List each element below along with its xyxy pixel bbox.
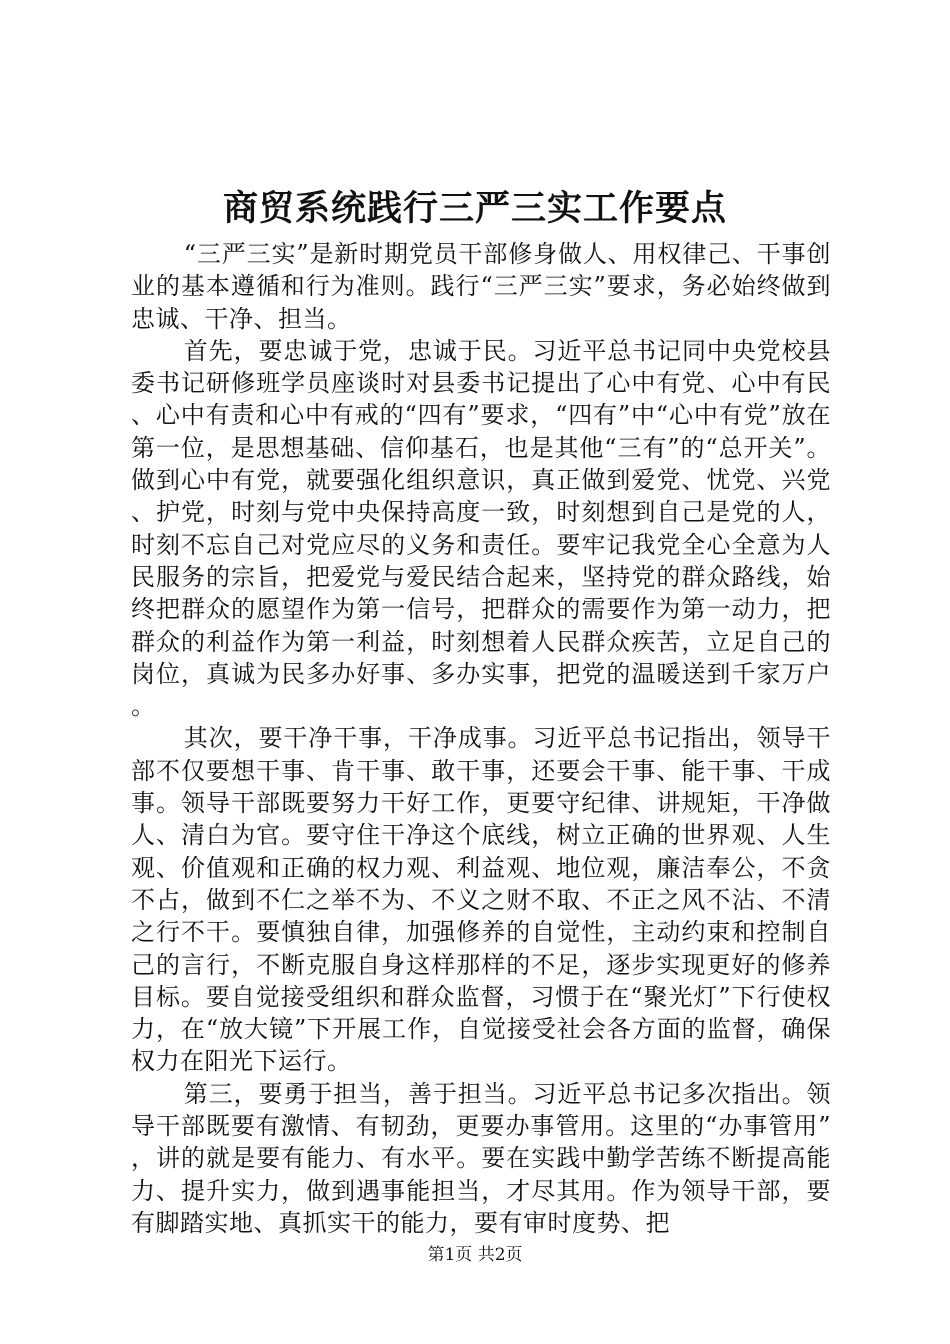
body-paragraph: “三严三实”是新时期党员干部修身做人、用权律己、干事创业的基本遵循和行为准则。践行“三严三实”要求，务必始终做到忠诚、干净、担当。	[131, 240, 831, 333]
body-paragraph: 其次，要干净干事，干净成事。习近平总书记指出，领导干部不仅要想干事、肯干事、敢干事，还要会干事、能干事、干成事。领导干部既要努力干好工作，更要守纪律、讲规矩，干净做人、清白为官。要守住干净这个底线，树立正确的世界观、人生观、价值观和正确的权力观、利益观、地位观，廉洁奉公，不贪不占，做到不仁之举不为、不义之财不取、不正之风不沾、不清之行不干。要慎独自律，加强修养的自觉性，主动约束和控制自己的言行，不断克服自身这样那样的不足，逐步实现更好的修养目标。要自觉接受组织和群众监督，习惯于在“聚光灯”下行使权力，在“放大镜”下开展工作，自觉接受社会各方面的监督，确保权力在阳光下运行。	[131, 724, 831, 1076]
document-title: 商贸系统践行三严三实工作要点	[222, 188, 727, 229]
body-paragraph: 第三，要勇于担当，善于担当。习近平总书记多次指出。领导干部既要有激情、有韧劲，更要办事管用。这里的“办事管用”，讲的就是要有能力、有水平。要在实践中勤学苦练不断提高能力、提升实力，做到遇事能担当，才尽其用。作为领导干部，要有脚踏实地、真抓实干的能力，要有审时度势、把	[131, 1079, 831, 1237]
page-number-footer: 第1页 共2页	[427, 1245, 523, 1265]
body-paragraph: 首先，要忠诚于党，忠诚于民。习近平总书记同中央党校县委书记研修班学员座谈时对县委书记提出了心中有党、心中有民、心中有责和心中有戒的“四有”要求，“四有”中“心中有党”放在第一位，是思想基础、信仰基石，也是其他“三有”的“总开关”。做到心中有党，就要强化组织意识，真正做到爱党、忧党、兴党、护党，时刻与党中央保持高度一致，时刻想到自己是党的人，时刻不忘自己对党应尽的义务和责任。要牢记我党全心全意为人民服务的宗旨，把爱党与爱民结合起来，坚持党的群众路线，始终把群众的愿望作为第一信号，把群众的需要作为第一动力，把群众的利益作为第一利益，时刻想着人民群众疾苦，立足自己的岗位，真诚为民多办好事、多办实事，把党的温暖送到千家万户。	[131, 336, 831, 721]
document-body	[131, 238, 831, 1239]
